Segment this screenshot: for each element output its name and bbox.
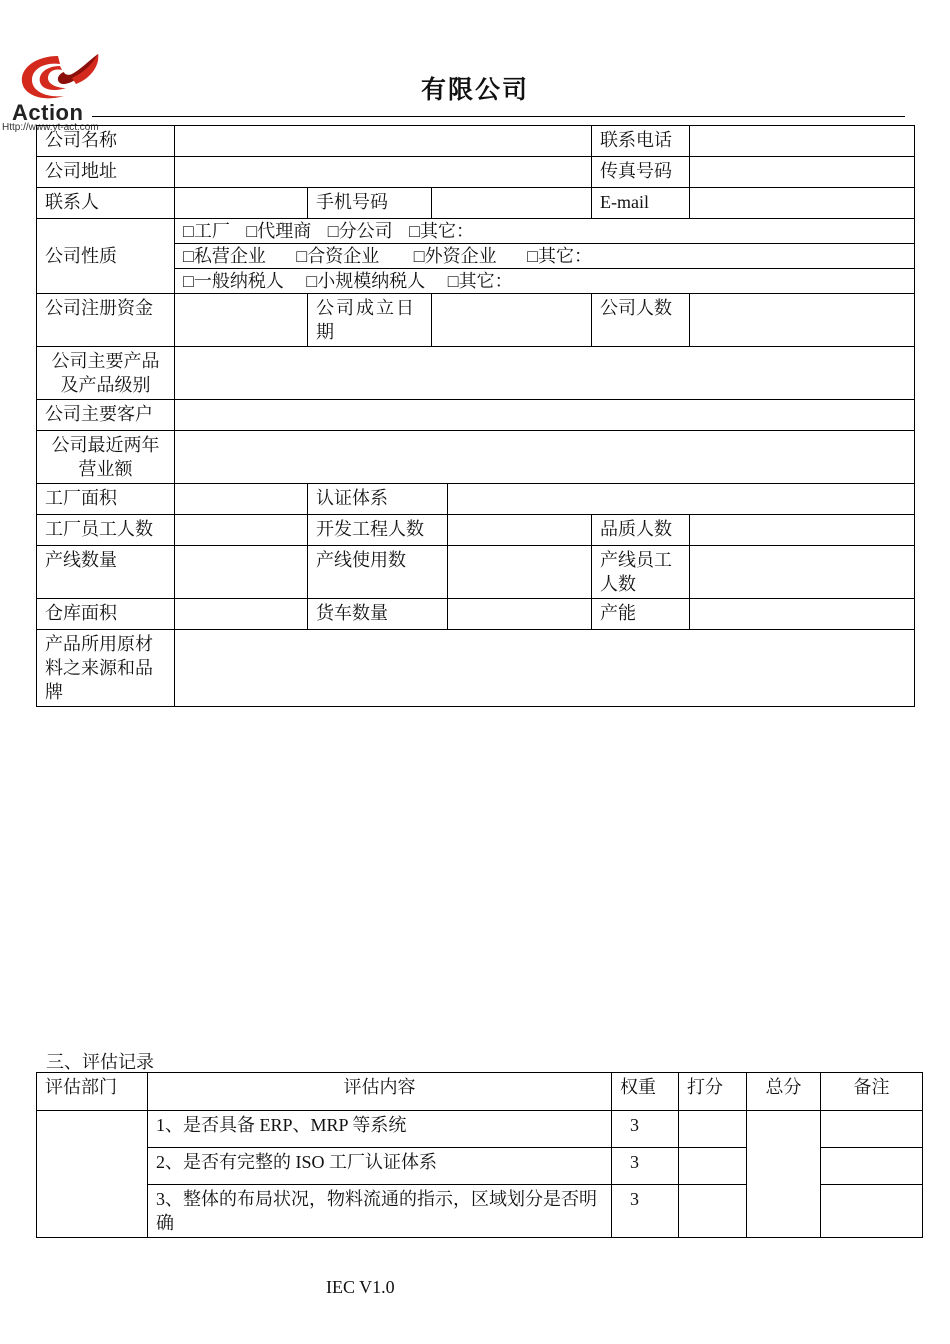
cell-notes[interactable] [821,1185,923,1238]
label-mobile: 手机号码 [308,188,432,219]
value-email[interactable] [690,188,915,219]
value-headcount[interactable] [690,294,915,347]
cell-notes[interactable] [821,1148,923,1185]
nature-options-ownership [175,244,915,269]
header-weight: 权重 [612,1073,679,1111]
table-row [37,188,915,219]
nature-options-tax [175,269,915,294]
label-products: 公司主要产品及产品级别 [37,347,175,400]
value-lines[interactable] [175,546,308,599]
option-factory[interactable]: □工厂 [183,221,230,241]
option-general-taxpayer[interactable]: □一般纳税人 [183,271,284,291]
label-company-name: 公司名称 [37,126,175,157]
value-factory-area[interactable] [175,484,308,515]
cell-score[interactable] [679,1185,747,1238]
logo-brand-text: Action [12,100,84,125]
label-customers: 公司主要客户 [37,400,175,431]
label-factory-staff: 工厂员工人数 [37,515,175,546]
table-header-row [37,1073,923,1111]
value-contact[interactable] [175,188,308,219]
option-private[interactable]: □私营企业 [183,246,266,266]
value-certification[interactable] [448,484,915,515]
table-row [37,431,915,484]
document-title: 有限公司 [420,75,529,104]
value-revenue[interactable] [175,431,915,484]
cell-content: 1、是否具备 ERP、MRP 等系统 [148,1111,612,1148]
table-row [37,484,915,515]
company-info-table [36,125,915,707]
section-title-evaluation: 三、评估记录 [46,1052,154,1072]
cell-weight: 3 [612,1148,679,1185]
label-founded: 公司成立日期 [308,294,432,347]
value-trucks[interactable] [448,599,592,630]
table-row [37,219,915,244]
table-row [37,347,915,400]
value-materials[interactable] [175,630,915,707]
label-revenue: 公司最近两年营业额 [37,431,175,484]
header-department: 评估部门 [37,1073,148,1111]
value-fax[interactable] [690,157,915,188]
value-company-name[interactable] [175,126,592,157]
cell-score[interactable] [679,1111,747,1148]
label-trucks: 货车数量 [308,599,448,630]
value-quality-staff[interactable] [690,515,915,546]
label-factory-area: 工厂面积 [37,484,175,515]
label-fax: 传真号码 [592,157,690,188]
evaluation-table [36,1072,923,1238]
table-row [37,294,915,347]
header-divider [92,116,905,117]
header-content: 评估内容 [148,1073,612,1111]
option-joint-venture[interactable]: □合资企业 [296,246,380,266]
table-row [37,1111,923,1148]
cell-weight: 3 [612,1185,679,1238]
option-small-taxpayer[interactable]: □小规模纳税人 [306,271,426,291]
option-branch[interactable]: □分公司 [327,221,393,241]
value-lines-used[interactable] [448,546,592,599]
nature-options-type [175,219,915,244]
value-mobile[interactable] [432,188,592,219]
option-agent[interactable]: □代理商 [246,221,312,241]
label-lines: 产线数量 [37,546,175,599]
value-dev-engineers[interactable] [448,515,592,546]
value-customers[interactable] [175,400,915,431]
option-other-tax[interactable]: □其它： [447,271,513,291]
table-row [37,630,915,707]
cell-total[interactable] [747,1111,821,1238]
cell-score[interactable] [679,1148,747,1185]
option-other-type[interactable]: □其它： [409,221,474,241]
header-total: 总分 [747,1073,821,1111]
value-address[interactable] [175,157,592,188]
value-capacity[interactable] [690,599,915,630]
cell-content: 2、是否有完整的 ISO 工厂认证体系 [148,1148,612,1185]
label-lines-used: 产线使用数 [308,546,448,599]
header-notes: 备注 [821,1073,923,1111]
value-reg-capital[interactable] [175,294,308,347]
option-foreign[interactable]: □外资企业 [413,246,497,266]
table-row [37,400,915,431]
table-row [37,126,915,157]
table-row [37,157,915,188]
label-reg-capital: 公司注册资金 [37,294,175,347]
cell-weight: 3 [612,1111,679,1148]
label-dev-engineers: 开发工程人数 [308,515,448,546]
value-factory-staff[interactable] [175,515,308,546]
cell-department[interactable] [37,1111,148,1238]
value-founded[interactable] [432,294,592,347]
value-products[interactable] [175,347,915,400]
label-headcount: 公司人数 [592,294,690,347]
label-phone: 联系电话 [592,126,690,157]
value-warehouse[interactable] [175,599,308,630]
option-other-ownership[interactable]: □其它： [527,246,592,266]
label-contact: 联系人 [37,188,175,219]
label-capacity: 产能 [592,599,690,630]
label-line-staff: 产线员工人数 [592,546,690,599]
logo-url: Http://www.yt-act.com [2,122,99,133]
header-score: 打分 [679,1073,747,1111]
table-row [37,515,915,546]
label-materials: 产品所用原材料之来源和品牌 [37,630,175,707]
label-certification: 认证体系 [308,484,448,515]
table-row [37,599,915,630]
table-row [37,546,915,599]
label-address: 公司地址 [37,157,175,188]
footer-version: IEC V1.0 [326,1277,395,1297]
value-phone[interactable] [690,126,915,157]
value-line-staff[interactable] [690,546,915,599]
label-nature: 公司性质 [37,219,175,294]
cell-content: 3、整体的布局状况，物料流通的指示，区域划分是否明确 [148,1185,612,1238]
label-email: E-mail [592,188,690,219]
label-quality-staff: 品质人数 [592,515,690,546]
label-warehouse: 仓库面积 [37,599,175,630]
cell-notes[interactable] [821,1111,923,1148]
